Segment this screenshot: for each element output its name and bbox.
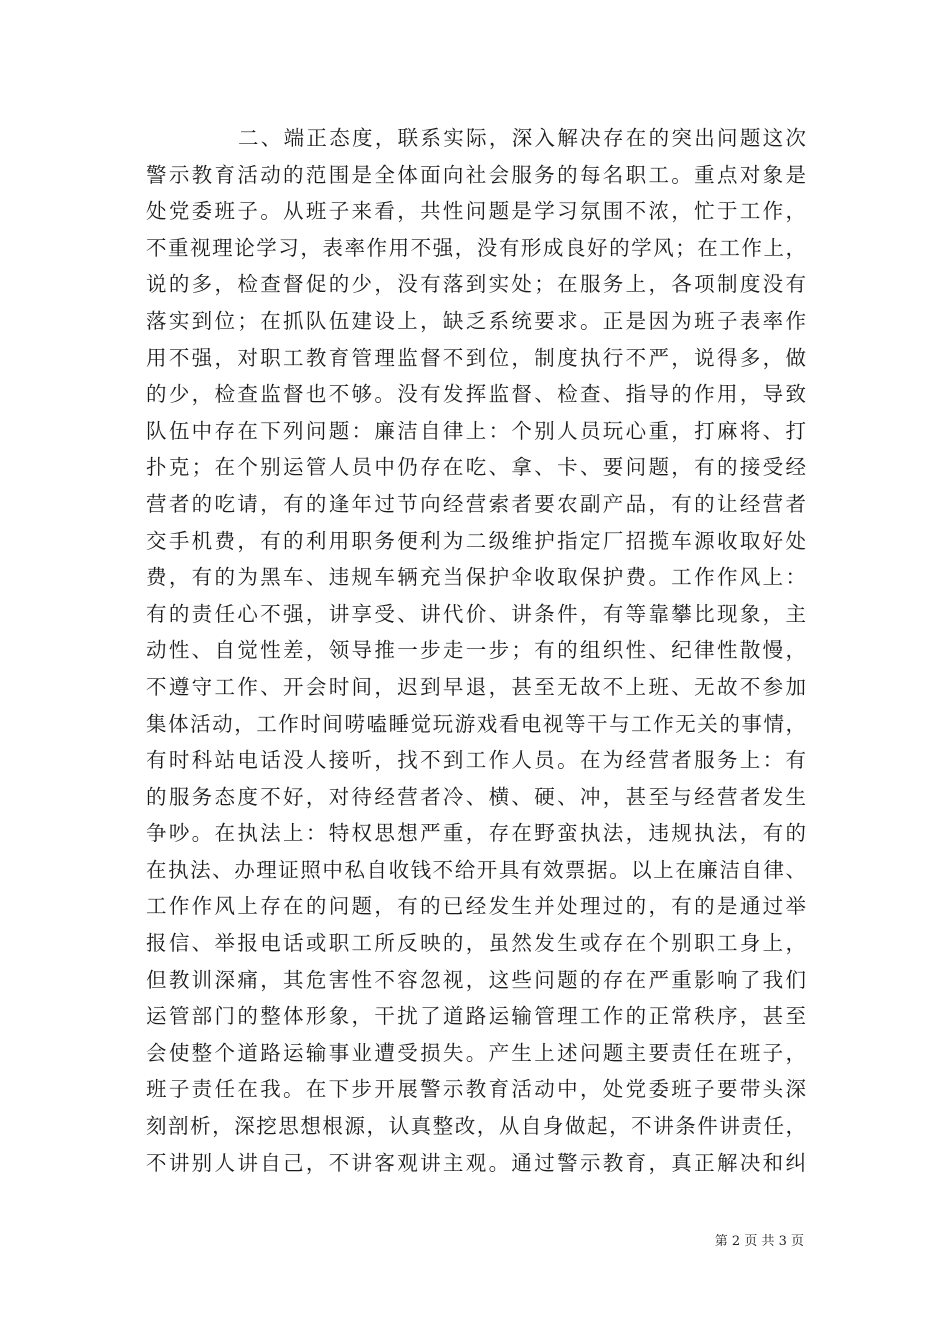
- text-line: 有的责任心不强，讲享受、讲代价、讲条件，有等靠攀比现象，主: [146, 601, 806, 626]
- text-line: 说的多，检查督促的少，没有落到实处；在服务上，各项制度没有: [146, 272, 806, 297]
- text-line: 的少，检查监督也不够。没有发挥监督、检查、指导的作用，导致: [146, 382, 806, 407]
- text-line: 不重视理论学习，表率作用不强，没有形成良好的学风；在工作上，: [146, 235, 806, 260]
- text-line: 不遵守工作、开会时间，迟到早退，甚至无故不上班、无故不参加: [146, 674, 806, 699]
- text-line: 警示教育活动的范围是全体面向社会服务的每名职工。重点对象是: [146, 162, 806, 187]
- text-line: 在执法、办理证照中私自收钱不给开具有效票据。以上在廉洁自律、: [146, 857, 806, 882]
- text-line: 但教训深痛，其危害性不容忽视，这些问题的存在严重影响了我们: [146, 967, 806, 992]
- text-line: 费，有的为黑车、违规车辆充当保护伞收取保护费。工作作风上：: [146, 565, 806, 590]
- text-line: 二、端正态度，联系实际，深入解决存在的突出问题这次: [238, 126, 806, 150]
- body-text: [146, 120, 806, 1181]
- text-line: 营者的吃请，有的逢年过节向经营索者要农副产品，有的让经营者: [146, 491, 806, 516]
- page-footer: [715, 1234, 804, 1250]
- text-line: 班子责任在我。在下步开展警示教育活动中，处党委班子要带头深: [146, 1077, 806, 1102]
- text-line: 报信、举报电话或职工所反映的，虽然发生或存在个别职工身上，: [146, 931, 806, 956]
- text-line: 处党委班子。从班子来看，共性问题是学习氛围不浓，忙于工作，: [146, 199, 806, 224]
- text-line: 刻剖析，深挖思想根源，认真整改，从自身做起，不讲条件讲责任，: [146, 1114, 806, 1139]
- text-line: 用不强，对职工教育管理监督不到位，制度执行不严，说得多，做: [146, 345, 806, 370]
- text-line: 不讲别人讲自己，不讲客观讲主观。通过警示教育，真正解决和纠: [146, 1150, 806, 1175]
- page-indicator: 第 2 页 共 3 页: [714, 1234, 804, 1249]
- text-line: 集体活动，工作时间唠嗑睡觉玩游戏看电视等干与工作无关的事情，: [146, 711, 806, 736]
- text-line: 会使整个道路运输事业遭受损失。产生上述问题主要责任在班子，: [146, 1040, 806, 1065]
- text-line: 扑克；在个别运管人员中仍存在吃、拿、卡、要问题，有的接受经: [146, 455, 806, 480]
- text-line: 有时科站电话没人接听，找不到工作人员。在为经营者服务上：有: [146, 748, 806, 773]
- text-line: 队伍中存在下列问题：廉洁自律上：个别人员玩心重，打麻将、打: [146, 418, 806, 443]
- text-line: 动性、自觉性差，领导推一步走一步；有的组织性、纪律性散慢，: [146, 638, 806, 663]
- text-line: 运管部门的整体形象，干扰了道路运输管理工作的正常秩序，甚至: [146, 1004, 806, 1029]
- text-line: 落实到位；在抓队伍建设上，缺乏系统要求。正是因为班子表率作: [146, 308, 806, 333]
- text-line: 争吵。在执法上：特权思想严重，存在野蛮执法，违规执法，有的: [146, 821, 806, 846]
- text-line: 工作作风上存在的问题，有的已经发生并处理过的，有的是通过举: [146, 894, 806, 919]
- text-line: 的服务态度不好，对待经营者冷、横、硬、冲，甚至与经营者发生: [146, 784, 806, 809]
- text-line: 交手机费，有的利用职务便利为二级维护指定厂招揽车源收取好处: [146, 528, 806, 553]
